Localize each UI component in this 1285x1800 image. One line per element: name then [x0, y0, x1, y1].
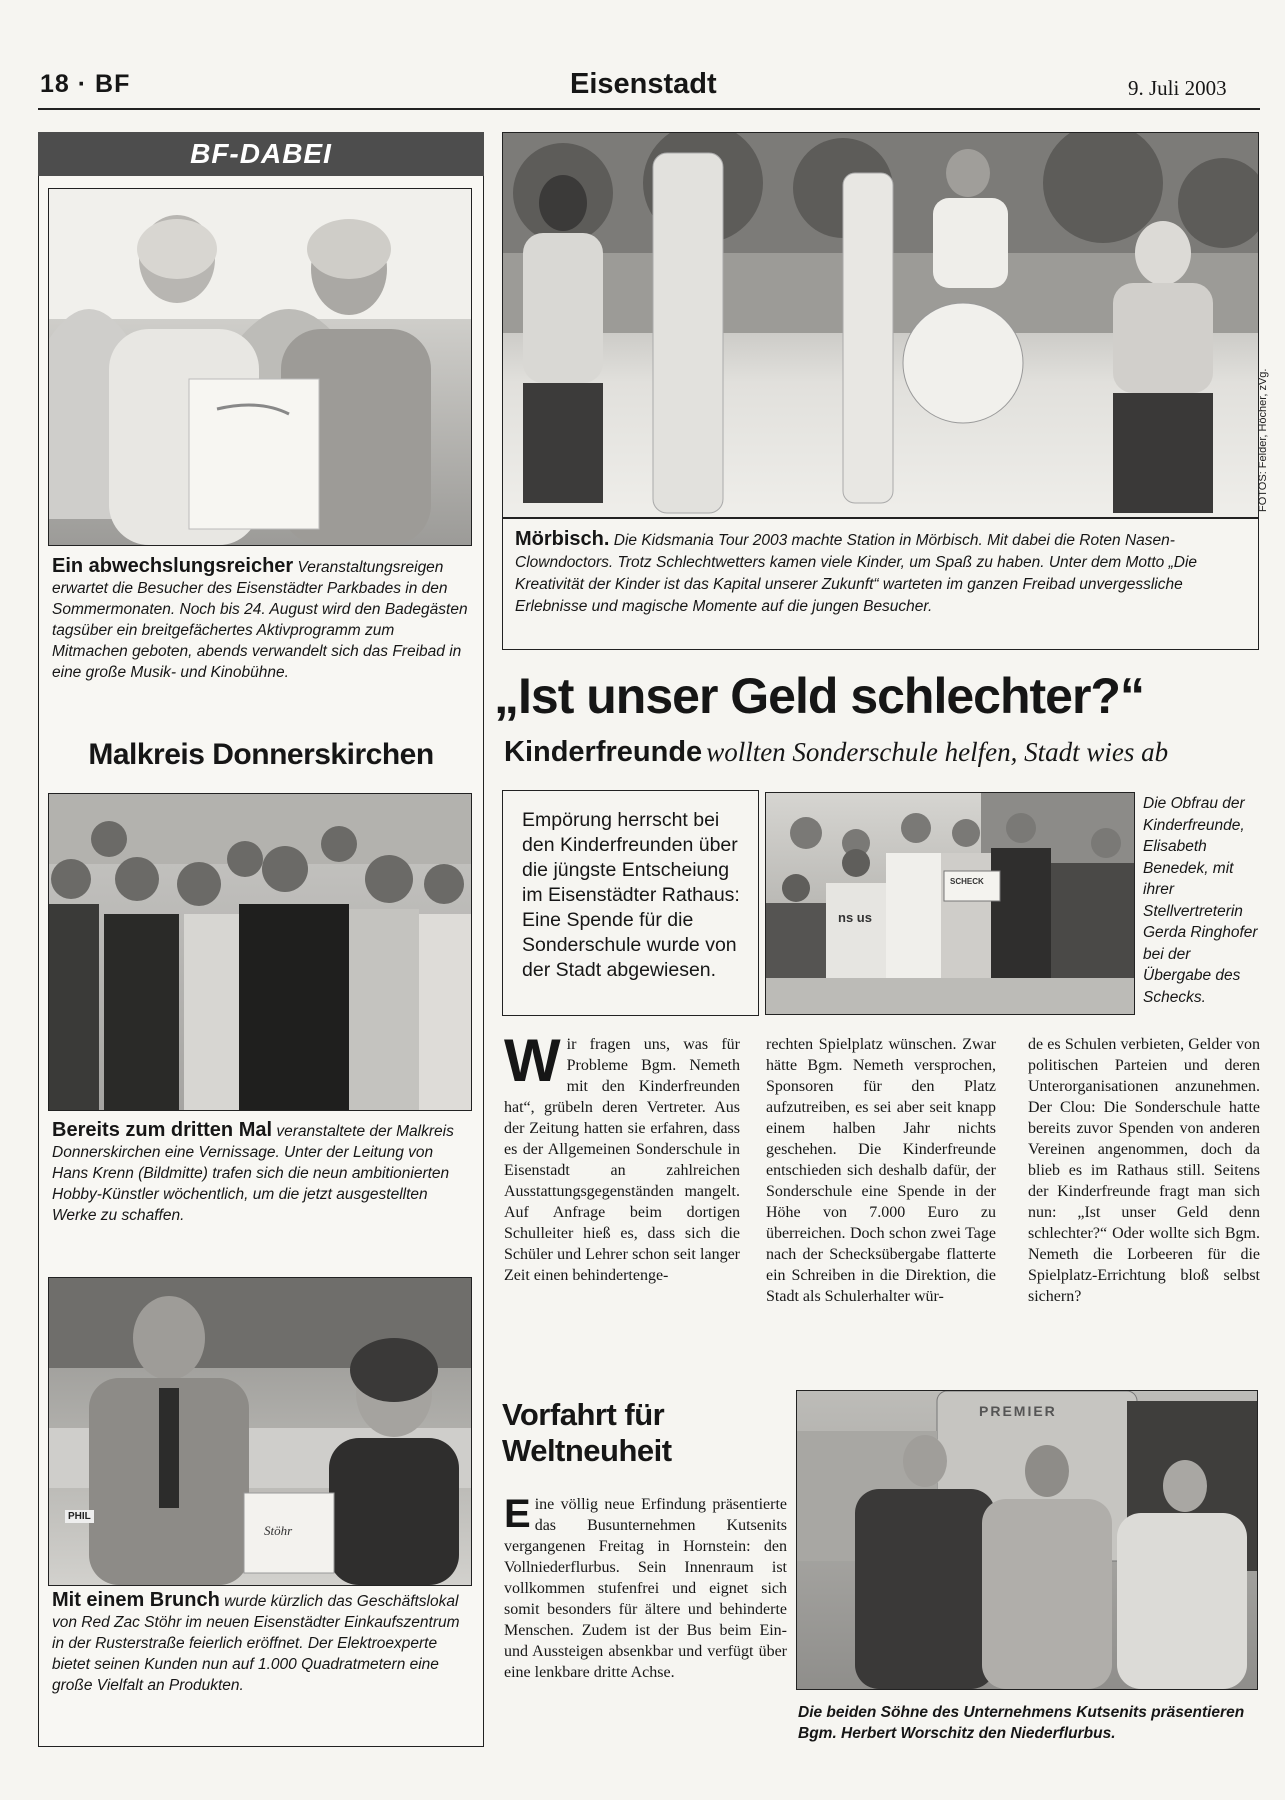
redzac-caption-lead: Mit einem Brunch [52, 1589, 220, 1611]
redzac-caption-text: wurde kürzlich das Geschäftslokal von Red Zac Stöhr im neuen Eisenstädter Einkaufszentrum in der Rusterstraße feierlich eröffnet. Der Elektroexperte bietet seinen Kunden nun auf 1.000 Quadratmetern eine große Vielfalt an Produkten. [52, 1593, 460, 1694]
malkreis-caption [52, 1120, 472, 1226]
bus-sign: PREMIER [979, 1403, 1057, 1419]
moerbisch-caption-lead: Mörbisch. [515, 528, 610, 550]
article-col-2 [766, 1034, 996, 1307]
subheadline-bold: Kinderfreunde [504, 736, 703, 768]
bf-dabei-banner: BF-DABEI [38, 132, 484, 176]
main-headline: „Ist unser Geld schlechter?“ [494, 668, 1144, 724]
article-col-3 [1028, 1034, 1260, 1307]
bus-article-text: ine völlig neue Erfindung präsentierte das Busunternehmen Kutsenits vergangenen Freitag in Hornstein: den Vollniederflurbus. Sein Innenraum ist vollkommen stufenfrei und eignet sich somit besonders für ältere und behinderte Menschen. Zudem ist der Bus beim Ein- und Aussteigen absenkbar und verfügt über eine lenkbare dritte Achse. [504, 1496, 787, 1681]
parkbad-photo [48, 188, 472, 546]
kinderfreunde-photo [765, 792, 1135, 1015]
bag-logo: Stöhr [264, 1523, 293, 1538]
shirt-print: ns us [838, 910, 872, 925]
article-col-2-text: rechten Spielplatz wünschen. Zwar hätte Bgm. Nemeth versprochen, Sponsoren für den Platz aufzutreiben, es sei aber seit knapp einem halben Jahr nichts geschehen. Die Kinderfreunde entschieden sich deshalb dafür, der Sonderschule eine Spende in der Höhe von 7.000 Euro zu überreichen. Doch schon zwei Tage nach der Schecksübergabe flatterte ein Schreiben in die Direktion, die Stadt als Schulerhalter wür- [766, 1036, 996, 1305]
bus-heading: Vorfahrt für Weltneuheit [502, 1397, 672, 1468]
kidsmania-photo [502, 132, 1259, 518]
redzac-caption [52, 1590, 472, 1696]
teaser-text: Empörung herrscht bei den Kinderfreunden über die jüngste Entscheiung im Eisenstädter Rathaus: Eine Spende für die Sonderschule wurde von der Stadt abgewiesen. [522, 809, 740, 981]
header-rule [38, 108, 1260, 110]
kinderfreunde-illustration [766, 793, 1134, 1014]
malkreis-illustration [49, 794, 471, 1110]
article-dropcap: W [504, 1027, 561, 1094]
shop-sign: PHIL [65, 1510, 94, 1523]
malkreis-caption-text: veranstaltete der Malkreis Donnerskirchen eine Vernissage. Unter der Leitung von Hans Krenn (Bildmitte) trafen sich die neun ambitionierten Hobby-Künstler wöchentlich, um die jetzt ausgestellten Werke zu schaffen. [52, 1123, 454, 1224]
malkreis-photo [48, 793, 472, 1111]
malkreis-heading: Malkreis Donnerskirchen [88, 738, 434, 771]
moerbisch-caption-text: Die Kidsmania Tour 2003 machte Station in Mörbisch. Mit dabei die Roten Nasen-Clowndoctors. Trotz Schlechtwetters kamen viele Kinder, um Spaß zu haben. Unter dem Motto „Die Kreativität der Kinder ist das Kapital unserer Zukunft“ warteten im ganzen Freibad unvergessliche Erlebnisse und magische Momente auf die jungen Besucher. [515, 532, 1198, 615]
article-col-1 [504, 1027, 740, 1286]
parkbad-caption-text: Veranstaltungsreigen erwartet die Besucher des Eisenstädter Parkbades in den Sommermonaten. Noch bis 24. August wird den Badegästen tagsüber ein breitgefächertes Aktivprogramm zum Mitmachen geboten, abends verwandelt sich das Freibad in eine große Musik- und Kinobühne. [52, 559, 468, 681]
bus-caption: Die beiden Söhne des Unternehmens Kutsenits präsentieren Bgm. Herbert Worschitz den Niederflurbus. [798, 1704, 1245, 1742]
article-col-1-text: ir fragen uns, was für Probleme Bgm. Nemeth mit den Kinderfreunden hat“, grübeln deren Vertreter. Aus der Zeitung hatten sie erfahren, dass es der Allgemeinen Sonderschule in Eisenstadt an zahlreichen Ausstattungsgegenständen mangelt. Auf Anfrage beim dortigen Schulleiter hieß es, dass sich die Schüler und Lehrer schon seit langer Zeit einen behindertenge- [504, 1036, 740, 1284]
redzac-illustration [49, 1278, 471, 1585]
parkbad-illustration [49, 189, 471, 545]
moerbisch-caption [515, 528, 1250, 618]
subheadline-rest: wollten Sonderschule helfen, Stadt wies ab [706, 737, 1169, 767]
article-col-3-text: de es Schulen verbieten, Gelder von politischen Parteien und deren Unterorganisationen anzunehmen. Der Clou: Die Sonderschule hatte bereits zuvor Spenden von anderen Vereinen angenommen, doch da blieb es im Rathaus still. Seitens der Kinderfreunde fragt man sich nun: „Ist unser Geld denn schlechter?“ Oder wollte sich Bgm. Nemeth die Lorbeeren für die Spielplatz-Errichtung bloß selbst sichern? [1028, 1036, 1260, 1305]
subheadline [504, 736, 1264, 769]
issue-date: 9. Juli 2003 [1128, 76, 1227, 100]
bus-photo [796, 1390, 1258, 1690]
page-number: 18 · BF [40, 70, 131, 98]
malkreis-caption-lead: Bereits zum dritten Mal [52, 1119, 273, 1141]
section-title: Eisenstadt [570, 68, 717, 100]
redzac-photo [48, 1277, 472, 1586]
bus-illustration [797, 1391, 1257, 1689]
parkbad-caption-lead: Ein abwechslungsreicher [52, 555, 294, 577]
check-label: SCHECK [950, 877, 984, 886]
photo-credit: FOTOS: Felder, Höcher, zVg. [1257, 368, 1269, 512]
kidsmania-illustration [503, 133, 1258, 517]
kinderfreunde-caption: Die Obfrau der Kinderfreunde, Elisabeth Benedek, mit ihrer Stellvertreterin Gerda Ringhofer bei der Übergabe des Schecks. [1143, 795, 1258, 1006]
bus-article [504, 1494, 787, 1683]
parkbad-caption [52, 556, 472, 683]
bus-dropcap: E [504, 1492, 531, 1536]
